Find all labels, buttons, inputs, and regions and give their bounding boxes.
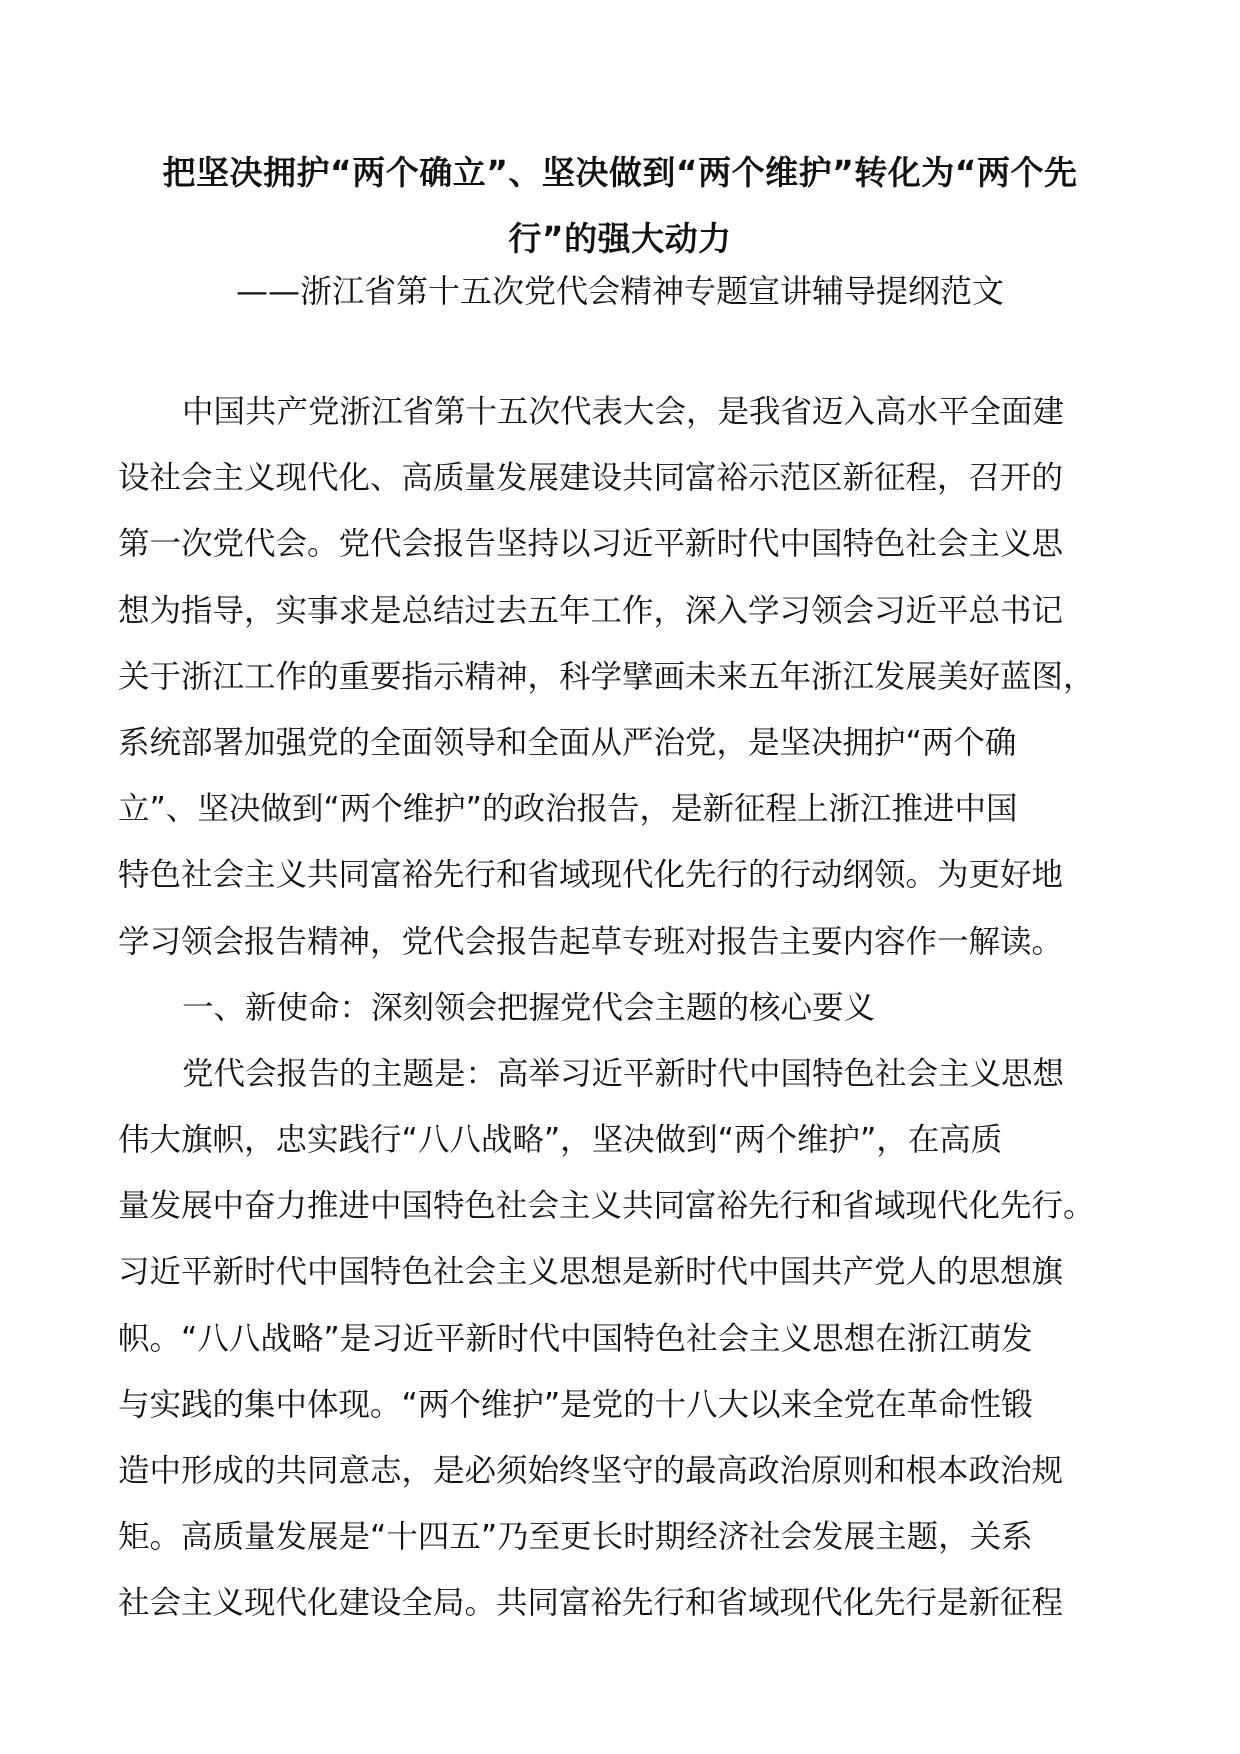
paragraph-line: 第一次党代会。党代会报告坚持以习近平新时代中国特色社会主义思 — [118, 526, 1064, 563]
paragraph-line: 立”、坚决做到“两个维护”的政治报告，是新征程上浙江推进中国 — [118, 791, 1018, 828]
title-line: 行”的强大动力 — [508, 219, 732, 258]
paragraph-line: 伟大旗帜，忠实践行“八八战略”，坚决做到“两个维护”，在高质 — [118, 1122, 1003, 1159]
paragraph-line: 帜。“八八战略”是习近平新时代中国特色社会主义思想在浙江萌发 — [118, 1320, 1033, 1357]
paragraph-line: 设社会主义现代化、高质量发展建设共同富裕示范区新征程，召开的 — [118, 460, 1064, 497]
paragraph-line: 造中形成的共同意志，是必须始终坚守的最高政治原则和根本政治规 — [118, 1453, 1064, 1489]
paragraph-line: 与实践的集中体现。“两个维护”是党的十八大以来全党在革命性锻 — [118, 1386, 1033, 1423]
paragraph-line: 特色社会主义共同富裕先行和省域现代化先行的行动纲领。为更好地 — [118, 857, 1064, 894]
paragraph-line: 量发展中奋力推进中国特色社会主义共同富裕先行和省域现代化先行。 — [118, 1188, 1095, 1225]
paragraph-line: 社会主义现代化建设全局。共同富裕先行和省域现代化先行是新征程 — [118, 1585, 1064, 1622]
paragraph-line: 矩。高质量发展是“十四五”乃至更长时期经济社会发展主题，关系 — [118, 1519, 1033, 1556]
document-title — [118, 140, 1122, 272]
paragraph-line: 习近平新时代中国特色社会主义思想是新时代中国共产党人的思想旗 — [118, 1254, 1064, 1291]
paragraph-line: 关于浙江工作的重要指示精神，科学擘画未来五年浙江发展美好蓝图， — [118, 658, 1095, 695]
paragraph-line: 想为指导，实事求是总结过去五年工作，深入学习领会习近平总书记 — [118, 592, 1064, 629]
section-heading: 一、新使命：深刻领会把握党代会主题的核心要义 — [182, 989, 876, 1026]
paragraph-line: 中国共产党浙江省第十五次代表大会，是我省迈入高水平全面建 — [182, 394, 1065, 430]
paragraph-line: 学习领会报告精神，党代会报告起草专班对报告主要内容作一解读。 — [118, 923, 1064, 960]
document-body — [118, 379, 1122, 1637]
title-line: 把坚决拥护“两个确立”、坚决做到“两个维护”转化为“两个先 — [162, 153, 1078, 192]
document-subtitle: ——浙江省第十五次党代会精神专题宣讲辅导提纲范文 — [235, 272, 1004, 310]
paragraph-line: 系统部署加强党的全面领导和全面从严治党，是坚决拥护“两个确 — [118, 724, 1017, 761]
paragraph-line: 党代会报告的主题是：高举习近平新时代中国特色社会主义思想 — [182, 1055, 1065, 1092]
